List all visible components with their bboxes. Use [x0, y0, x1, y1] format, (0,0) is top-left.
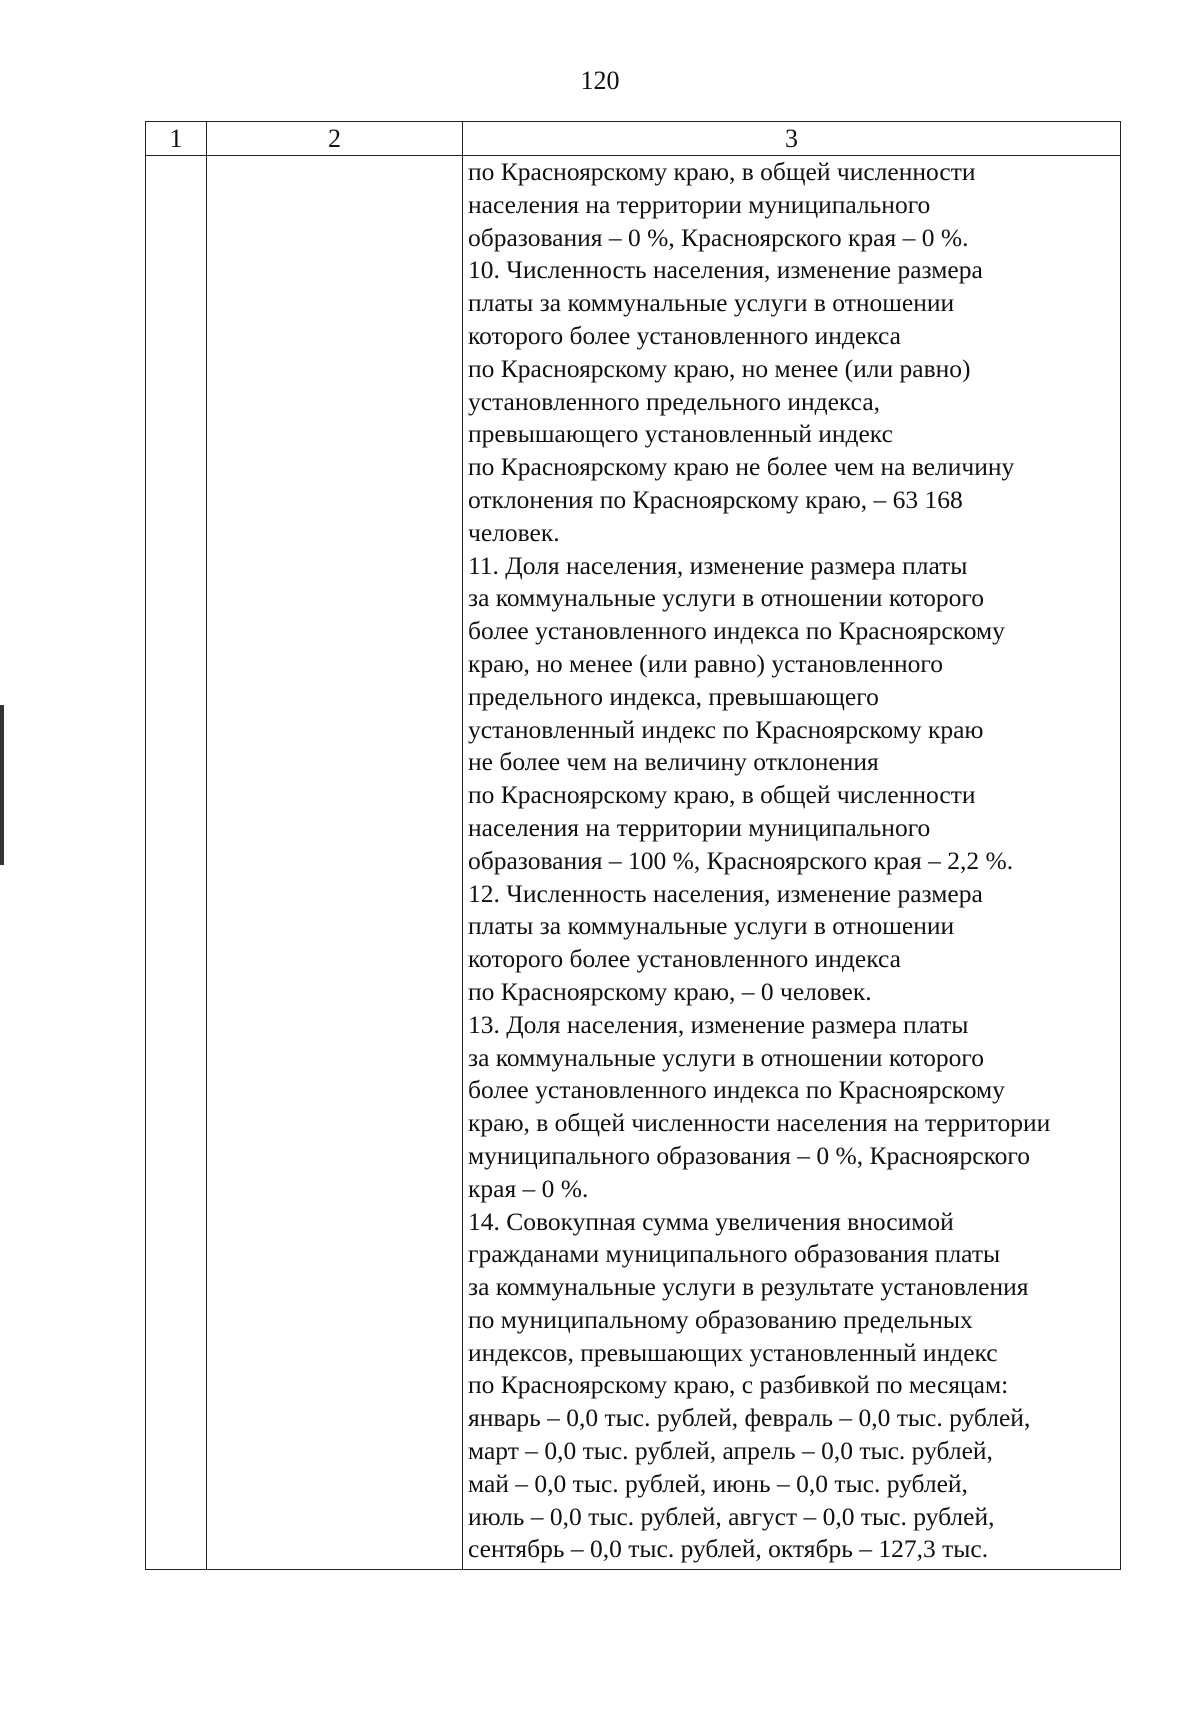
text-line: 10. Численность населения, изменение размера	[468, 255, 983, 285]
text-line: более установленного индекса по Красноярскому	[468, 616, 1005, 646]
text-line: по Красноярскому краю, но менее (или равно)	[468, 353, 971, 383]
text-line: края – 0 %.	[468, 1173, 589, 1203]
text-line: краю, но менее (или равно) установленного	[468, 648, 943, 678]
table-row	[146, 156, 1121, 1570]
text-line: человек.	[468, 517, 560, 547]
text-line: 14. Совокупная сумма увеличения вносимой	[468, 1206, 954, 1236]
text-line: май – 0,0 тыс. рублей, июнь – 0,0 тыс. рублей,	[468, 1468, 968, 1498]
text-line: по Красноярскому краю, в общей численности	[468, 780, 976, 810]
text-line: отклонения по Красноярскому краю, – 63 168	[468, 484, 963, 514]
text-line: январь – 0,0 тыс. рублей, февраль – 0,0 тыс. рублей,	[468, 1403, 1031, 1433]
column-header-1: 1	[146, 122, 207, 156]
text-line: предельного индекса, превышающего	[468, 681, 879, 711]
text-line: за коммунальные услуги в результате установления	[468, 1272, 1029, 1302]
text-line: по Красноярскому краю не более чем на величину	[468, 452, 1015, 482]
table-cell-col3	[463, 156, 1121, 1570]
text-line: населения на территории муниципального	[468, 189, 931, 219]
column-header-2: 2	[207, 122, 463, 156]
column-header-3: 3	[463, 122, 1121, 156]
text-line: за коммунальные услуги в отношении которого	[468, 583, 984, 613]
cell-text-block	[468, 156, 1116, 1566]
table-cell-col2	[207, 156, 463, 1570]
text-line: не более чем на величину отклонения	[468, 747, 879, 777]
text-line: по Красноярскому краю, в общей численности	[468, 157, 976, 186]
document-table	[145, 121, 1121, 1570]
text-line: платы за коммунальные услуги в отношении	[468, 288, 955, 318]
text-line: 11. Доля населения, изменение размера платы	[468, 550, 968, 580]
text-line: по Красноярскому краю, с разбивкой по месяцам:	[468, 1370, 1009, 1400]
text-line: образования – 100 %, Красноярского края – 2,2 %.	[468, 845, 1014, 875]
text-line: образования – 0 %, Красноярского края – 0 %.	[468, 222, 969, 252]
text-line: июль – 0,0 тыс. рублей, август – 0,0 тыс. рублей,	[468, 1501, 995, 1531]
text-line: установленный индекс по Красноярскому краю	[468, 714, 984, 744]
text-line: гражданами муниципального образования платы	[468, 1239, 1001, 1269]
text-line: 12. Численность населения, изменение размера	[468, 878, 983, 908]
text-line: превышающего установленный индекс	[468, 419, 893, 449]
text-line: за коммунальные услуги в отношении которого	[468, 1042, 984, 1072]
scan-edge-mark	[0, 705, 4, 865]
text-line: по Красноярскому краю, – 0 человек.	[468, 976, 872, 1006]
text-line: 13. Доля населения, изменение размера платы	[468, 1009, 969, 1039]
text-line: март – 0,0 тыс. рублей, апрель – 0,0 тыс. рублей,	[468, 1436, 993, 1466]
text-line: более установленного индекса по Красноярскому	[468, 1075, 1005, 1105]
text-line: муниципального образования – 0 %, Красноярского	[468, 1140, 1031, 1170]
text-line: населения на территории муниципального	[468, 812, 931, 842]
table-cell-col1	[146, 156, 207, 1570]
text-line: которого более установленного индекса	[468, 320, 901, 350]
text-line: установленного предельного индекса,	[468, 386, 881, 416]
text-line: по муниципальному образованию предельных	[468, 1304, 973, 1334]
table-header-row	[146, 122, 1121, 156]
page-number: 120	[580, 66, 620, 95]
text-line: сентябрь – 0,0 тыс. рублей, октябрь – 127,3 тыс.	[468, 1534, 989, 1564]
text-line: индексов, превышающих установленный индекс	[468, 1337, 998, 1367]
text-line: платы за коммунальные услуги в отношении	[468, 911, 955, 941]
text-line: которого более установленного индекса	[468, 944, 901, 974]
text-line: краю, в общей численности населения на территории	[468, 1108, 1051, 1138]
